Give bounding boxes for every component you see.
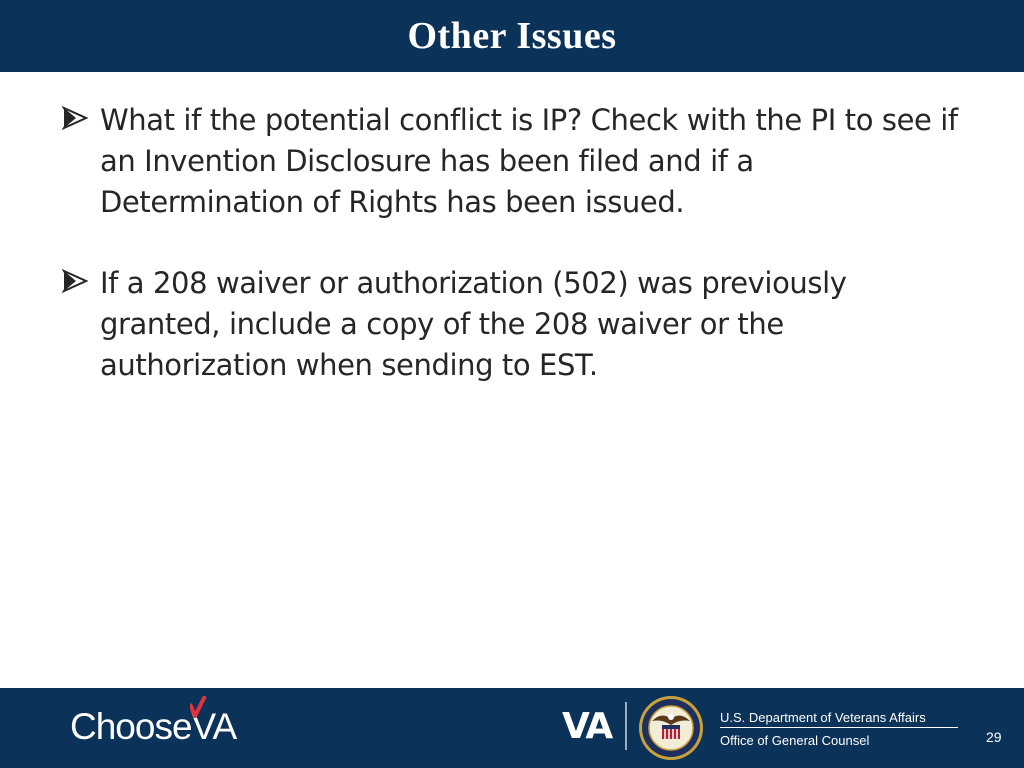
choose-va-suffix: VA bbox=[191, 706, 237, 747]
slide-body bbox=[62, 100, 962, 426]
va-seal-icon bbox=[638, 695, 704, 761]
choose-va-logo bbox=[70, 708, 236, 748]
arrow-bullet-icon bbox=[62, 263, 100, 298]
choose-va-mark bbox=[192, 706, 237, 748]
page-number: 29 bbox=[986, 729, 1002, 745]
slide-title: Other Issues bbox=[407, 15, 617, 57]
logo-divider bbox=[625, 702, 627, 750]
va-logo: VA bbox=[562, 706, 612, 747]
title-bar bbox=[0, 0, 1024, 72]
bullet-item bbox=[62, 100, 962, 223]
check-mark-icon bbox=[190, 696, 206, 718]
department-name bbox=[720, 710, 958, 748]
office-line: Office of General Counsel bbox=[720, 733, 870, 748]
arrow-bullet-icon bbox=[62, 100, 100, 135]
bullet-text: What if the potential conflict is IP? Check with the PI to see if an Invention Disclosure has been filed and if a Determination of Rights has been issued. bbox=[100, 103, 958, 219]
bullet-item bbox=[62, 263, 962, 386]
department-line: U.S. Department of Veterans Affairs bbox=[720, 710, 958, 728]
bullet-text: If a 208 waiver or authorization (502) was previously granted, include a copy of the 208 waiver or the authorization when sending to EST. bbox=[100, 266, 847, 382]
choose-va-prefix: Choose bbox=[70, 706, 192, 747]
